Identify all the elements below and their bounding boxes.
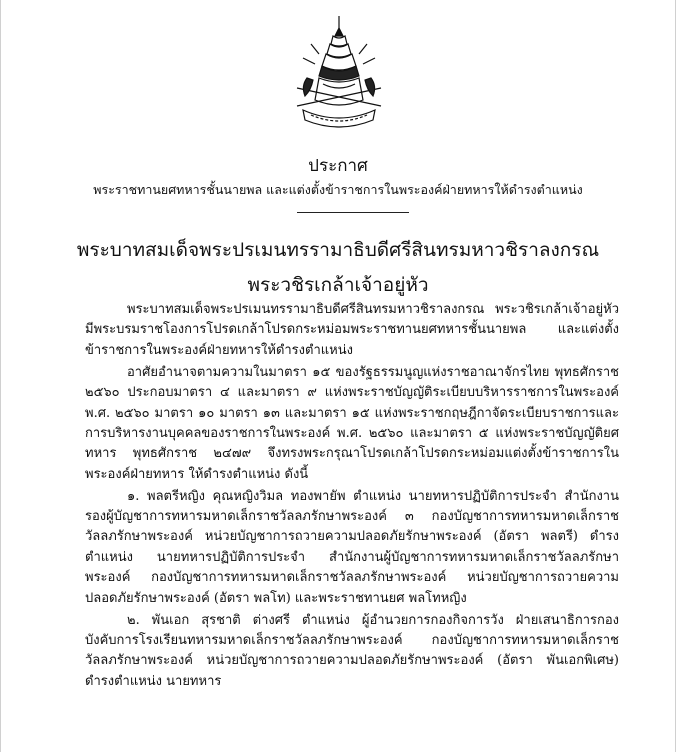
- announcement-title: ประกาศ: [308, 156, 368, 176]
- announcement-body: [85, 300, 619, 694]
- paragraph-preamble: พระบาทสมเด็จพระปรเมนทรรามาธิบดีศรีสินทรมหาวชิราลงกรณ พระวชิรเกล้าเจ้าอยู่หัว มีพระบรมราชโองการโปรดเกล้าโปรดกระหม่อมพระราชทานยศทหารชั้นนายพล และแต่งตั้งข้าราชการในพระองค์ฝ่ายทหารให้ดำรงตำแหน่ง: [85, 302, 619, 358]
- announcement-subtitle: พระราชทานยศทหารชั้นนายพล และแต่งตั้งข้าราชการในพระองค์ฝ่ายทหารให้ดำรงตำแหน่ง: [93, 182, 583, 197]
- title-divider: [297, 212, 409, 213]
- paragraph-legal-basis: อาศัยอำนาจตามความในมาตรา ๑๕ ของรัฐธรรมนูญแห่งราชอาณาจักรไทย พุทธศักราช ๒๕๖๐ ประกอบมาตรา ๔ และมาตรา ๙ แห่งพระราชบัญญัติระเบียบบริหารราชการในพระองค์ พ.ศ. ๒๕๖๐ มาตรา ๑๐ มาตรา ๑๓ และมาตรา ๑๕ แห่งพระราชกฤษฎีกาจัดระเบียบราชการและการบริหารงานบุคคลของราชการในพระองค์ พ.ศ. ๒๕๖๐ และมาตรา ๕ แห่งพระราชบัญญัติยศทหาร พุทธศักราช ๒๔๗๙ จึงทรงพระกรุณาโปรดเกล้าโปรดกระหม่อมแต่งตั้งข้าราชการในพระองค์ฝ่ายทหาร ให้ดำรงตำแหน่ง ดังนี้: [85, 364, 619, 482]
- royal-cypher-emblem: [289, 14, 389, 132]
- paragraph-item-2: ๒. พันเอก สุรชาติ ต่างศรี ตำแหน่ง ผู้อำนวยการกองกิจการวัง ฝ่ายเสนาธิการกองบังคับการโรงเรียนทหารมหาดเล็กราชวัลลภรักษาพระองค์ กองบัญชาการทหารมหาดเล็กราชวัลลภรักษาพระองค์ หน่วยบัญชาการถวายความปลอดภัยรักษาพระองค์ (อัตรา พันเอกพิเศษ) ดำรงตำแหน่ง นายทหาร: [85, 612, 619, 689]
- royal-cypher-icon: [289, 14, 389, 132]
- paragraph-item-1: ๑. พลตรีหญิง คุณหญิงวิมล ทองพายัพ ตำแหน่ง นายทหารปฏิบัติการประจำ สำนักงานรองผู้บัญชาการทหารมหาดเล็กราชวัลลภรักษาพระองค์ ๓ กองบัญชาการทหารมหาดเล็กราชวัลลภรักษาพระองค์ หน่วยบัญชาการถวายความปลอดภัยรักษาพระองค์ (อัตรา พลตรี) ดำรงตำแหน่ง นายทหารปฏิบัติการประจำ สำนักงานผู้บัญชาการทหารมหาดเล็กราชวัลลภรักษาพระองค์ กองบัญชาการทหารมหาดเล็กราชวัลลภรักษาพระองค์ หน่วยบัญชาการถวายความปลอดภัยรักษาพระองค์ (อัตรา พลโท) และพระราชทานยศ พลโทหญิง: [85, 488, 619, 606]
- king-name-line-2: พระวชิรเกล้าเจ้าอยู่หัว: [247, 274, 429, 296]
- king-name-line-1: พระบาทสมเด็จพระปรเมนทรรามาธิบดีศรีสินทรมหาวชิราลงกรณ: [76, 239, 600, 261]
